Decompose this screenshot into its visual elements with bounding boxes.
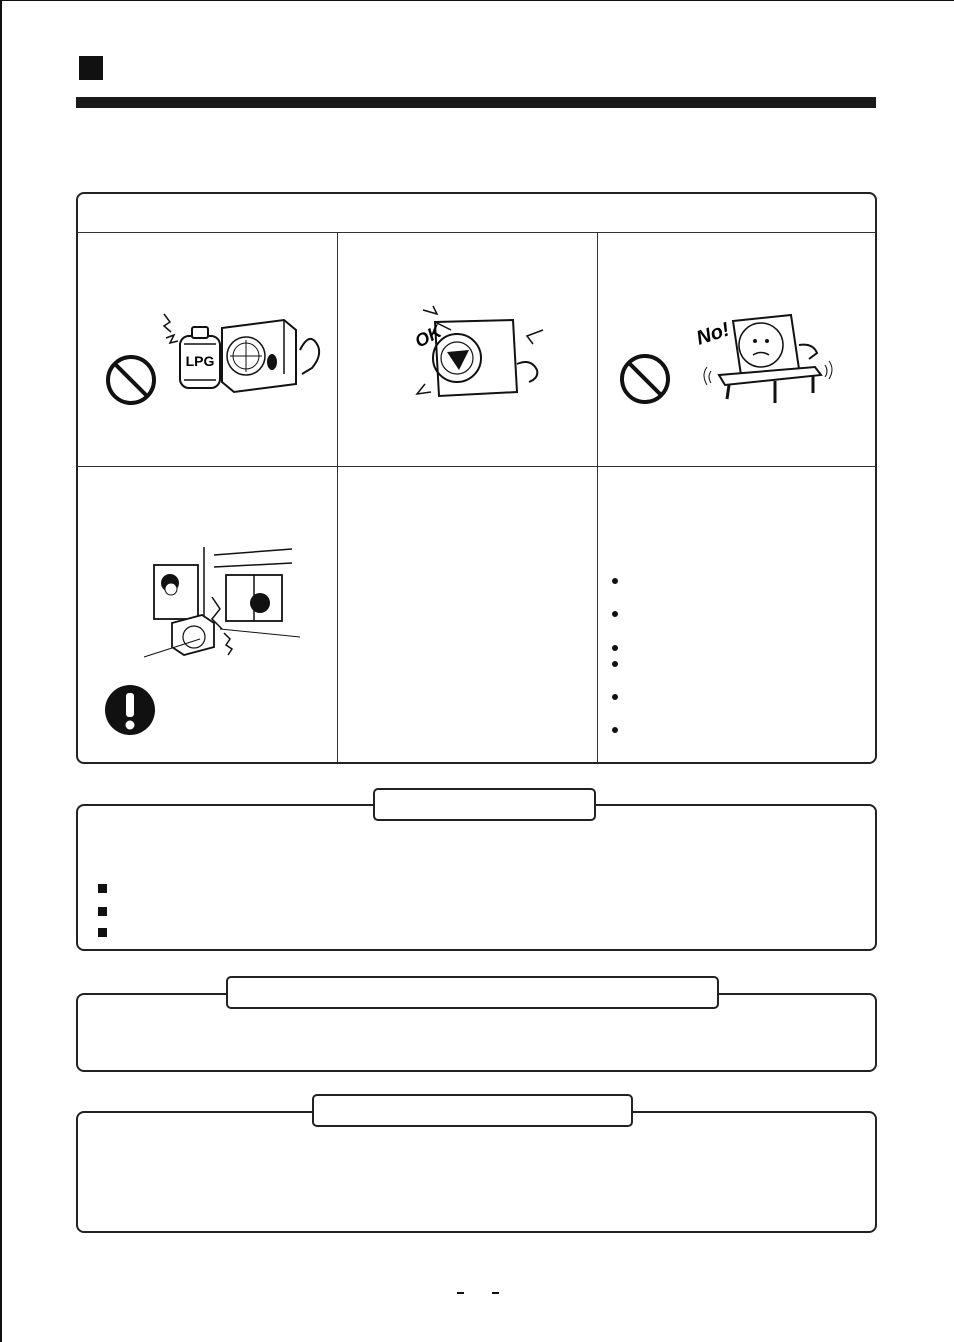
second-panel-tab (226, 976, 719, 1009)
prohibition-icon (108, 357, 154, 403)
lpg-cylinder-icon (180, 327, 220, 388)
noisy-unit-near-window-illustration (140, 545, 310, 665)
outdoor-unit-icon (222, 320, 319, 392)
third-panel-tab (312, 1094, 633, 1127)
unit-airflow-ok-illustration (395, 300, 555, 400)
square-bullet-icon (98, 884, 107, 893)
no-label: No! (693, 318, 733, 350)
installation-guide-grid (76, 192, 877, 764)
ok-label: OK (411, 321, 445, 352)
square-bullet-icon (98, 907, 107, 916)
page-left-border (0, 0, 2, 1342)
notes-panel-tab (373, 788, 596, 821)
caution-exclamation-icon (104, 684, 156, 736)
grid-column-divider-2 (597, 233, 598, 762)
grid-title-divider (78, 232, 875, 233)
page-number-dash-right (492, 1292, 499, 1294)
notes-panel (76, 804, 877, 951)
list-bullet (612, 727, 618, 733)
page-top-border (0, 0, 954, 1)
prohibition-icon (622, 356, 668, 402)
lpg-near-unit-illustration (100, 300, 330, 410)
section-marker-icon (79, 56, 103, 80)
section-header-bar (76, 97, 876, 108)
grid-column-divider-1 (337, 233, 338, 762)
list-bullet (612, 694, 618, 700)
grid-row-divider (78, 466, 875, 467)
list-bullet (612, 611, 618, 617)
third-panel (76, 1111, 877, 1233)
list-bullet (612, 645, 618, 651)
lpg-label: LPG (185, 353, 215, 369)
page-number-dash-left (457, 1292, 464, 1294)
unstable-stand-illustration (615, 305, 835, 415)
list-bullet (612, 661, 618, 667)
square-bullet-icon (98, 928, 107, 937)
list-bullet (612, 578, 618, 584)
